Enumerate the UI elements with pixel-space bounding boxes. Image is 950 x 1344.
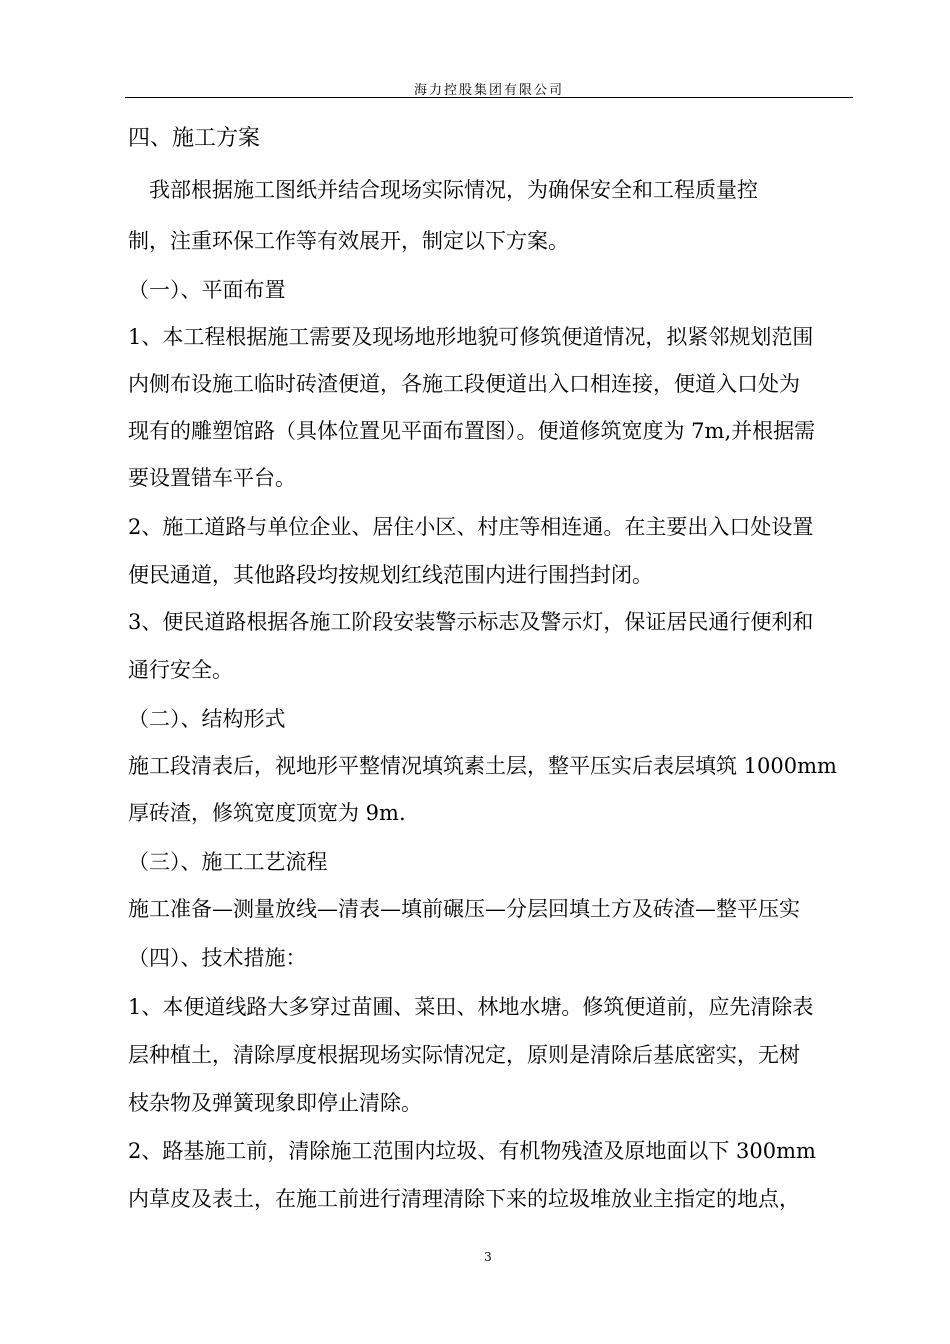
page-header-company: 海力控股集团有限公司 <box>413 83 564 98</box>
section-heading: 四、施工方案 <box>128 126 261 151</box>
page-number: 3 <box>484 1250 492 1264</box>
paragraph-line: 层种植土，清除厚度根据现场实际情况定，原则是清除后基底密实，无树 <box>128 1043 800 1067</box>
paragraph-line: 施工准备—测量放线—清表—填前碾压—分层回填土方及砖渣—整平压实 <box>128 897 800 921</box>
paragraph-line: 制，注重环保工作等有效展开，制定以下方案。 <box>128 229 569 253</box>
paragraph-line: 施工段清表后，视地形平整情况填筑素土层，整平压实后表层填筑 1000mm <box>128 754 837 778</box>
paragraph-line: 现有的雕塑馆路（具体位置见平面布置图）。便道修筑宽度为 7m,并根据需 <box>128 419 816 443</box>
paragraph-line: 2、路基施工前，清除施工范围内垃圾、有机物残渣及原地面以下 300mm <box>128 1139 816 1163</box>
subsection-heading: （二）、结构形式 <box>128 707 286 731</box>
paragraph-line: 通行安全。 <box>128 658 233 682</box>
paragraph-line: 2、施工道路与单位企业、居住小区、村庄等相连通。在主要出入口处设置 <box>128 515 814 539</box>
paragraph-line: 内侧布设施工临时砖渣便道，各施工段便道出入口相连接，便道入口处为 <box>128 372 800 396</box>
paragraph-line: 厚砖渣，修筑宽度顶宽为 9m. <box>128 801 406 825</box>
paragraph-line: 要设置错车平台。 <box>128 466 296 490</box>
subsection-heading: （一）、平面布置 <box>128 278 286 302</box>
paragraph-line: 1、本便道线路大多穿过苗圃、菜田、林地水塘。修筑便道前，应先清除表 <box>128 995 814 1019</box>
paragraph-line: 3、便民道路根据各施工阶段安装警示标志及警示灯，保证居民通行便利和 <box>128 610 814 634</box>
paragraph-line: 内草皮及表土，在施工前进行清理清除下来的垃圾堆放业主指定的地点， <box>128 1187 800 1211</box>
paragraph-line: 便民通道，其他路段均按规划红线范围内进行围挡封闭。 <box>128 563 653 587</box>
paragraph-line: 1、本工程根据施工需要及现场地形地貌可修筑便道情况，拟紧邻规划范围 <box>128 325 814 349</box>
paragraph-line: 我部根据施工图纸并结合现场实际情况，为确保安全和工程质量控 <box>149 178 758 202</box>
subsection-heading: （三）、施工工艺流程 <box>128 850 328 874</box>
subsection-heading: （四）、技术措施： <box>128 946 307 970</box>
header-divider <box>125 97 853 98</box>
paragraph-line: 枝杂物及弹簧现象即停止清除。 <box>128 1091 422 1115</box>
